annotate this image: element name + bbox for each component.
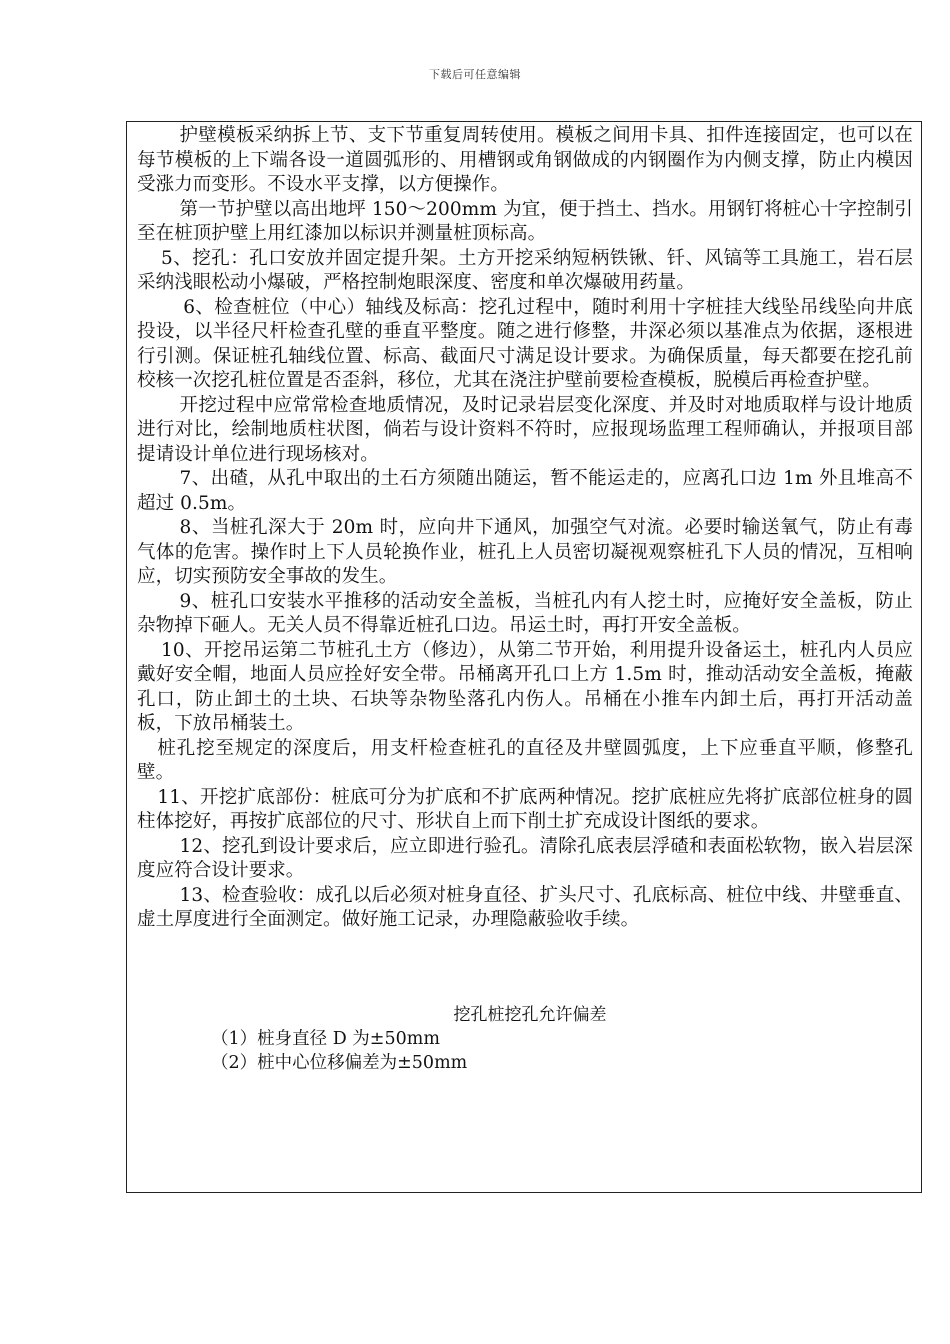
tolerance-item-center-offset: （2）桩中心位移偏差为±50mm — [211, 1052, 468, 1073]
document-body-box — [126, 121, 922, 1193]
paragraph-first-section: 第一节护壁以高出地坪 150～200mm 为宜，便于挡土、挡水。用钢钉将桩心十字控制引至在桩顶护壁上用红漆加以标识并测量桩顶标高。 — [137, 198, 913, 244]
paragraph-step-5-excavation: 5、挖孔：孔口安放并固定提升架。土方开挖采纳短柄铁锹、钎、风镐等工具施工，岩石层采纳浅眼松动小爆破，严格控制炮眼深度、密度和单次爆破用药量。 — [137, 247, 913, 293]
paragraph-step-9-cover-plate: 9、桩孔口安装水平推移的活动安全盖板，当桩孔内有人挖土时，应掩好安全盖板，防止杂物掉下砸人。无关人员不得靠近桩孔口边。吊运土时，再打开安全盖板。 — [137, 590, 913, 636]
paragraph-step-10-second-section: 10、开挖吊运第二节桩孔土方（修边），从第二节开始，利用提升设备运土，桩孔内人员应戴好安全帽，地面人员应拴好安全带。吊桶离开孔口上方 1.5m 时，推动活动安全盖板，掩蔽孔口，防止卸土的土块、石块等杂物坠落孔内伤人。吊桶在小推车内卸土后，再打开活动盖板，下放吊桶装土。 — [137, 639, 913, 734]
page-header-note: 下载后可任意编辑 — [429, 68, 521, 81]
tolerance-item-diameter: （1）桩身直径 D 为±50mm — [211, 1028, 440, 1049]
paragraph-step-7-muck: 7、出碴，从孔中取出的土石方须随出随运，暂不能运走的，应离孔口边 1m 外且堆高不超过 0.5m。 — [137, 468, 913, 514]
paragraph-step-8-ventilation: 8、当桩孔深大于 20m 时，应向井下通风，加强空气对流。必要时输送氧气，防止有毒气体的危害。操作时上下人员轮换作业，桩孔上人员密切凝视观察桩孔下人员的情况，互相响应，切实预防安全事故的发生。 — [137, 517, 913, 587]
paragraph-depth-check: 桩孔挖至规定的深度后，用支杆检查桩孔的直径及井壁圆弧度，上下应垂直平顺，修整孔壁。 — [137, 737, 913, 783]
paragraph-step-6-check-axis: 6、检查桩位（中心）轴线及标高：挖孔过程中，随时利用十字桩挂大线坠吊线坠向井底投设，以半径尺杆检查孔壁的垂直平整度。随之进行修整，井深必须以基准点为依据，逐根进行引测。保证桩孔轴线位置、标高、截面尺寸满足设计要求。为确保质量，每天都要在挖孔前校核一次挖孔桩位置是否歪斜，移位，尤其在浇注护壁前要检查模板，脱模后再检查护壁。 — [137, 296, 913, 391]
paragraph-formwork: 护壁模板采纳拆上节、支下节重复周转使用。模板之间用卡具、扣件连接固定，也可以在每节模板的上下端各设一道圆弧形的、用槽钢或角钢做成的内钢圈作为内侧支撑，防止内模因受涨力而变形。不设水平支撑，以方便操作。 — [137, 125, 913, 195]
paragraph-geology-check: 开挖过程中应常常检查地质情况，及时记录岩层变化深度、并及时对地质取样与设计地质进行对比，绘制地质柱状图，倘若与设计资料不符时，应报现场监理工程师确认，并报项目部提请设计单位进行现场核对。 — [137, 394, 913, 465]
paragraph-step-12-hole-inspection: 12、挖孔到设计要求后，应立即进行验孔。清除孔底表层浮碴和表面松软物，嵌入岩层深度应符合设计要求。 — [137, 835, 913, 881]
paragraph-step-13-acceptance: 13、检查验收：成孔以后必须对桩身直径、扩头尺寸、孔底标高、桩位中线、井壁垂直、虚土厚度进行全面测定。做好施工记录，办理隐蔽验收手续。 — [137, 884, 913, 930]
tolerance-title: 挖孔桩挖孔允许偏差 — [453, 1004, 607, 1025]
paragraph-step-11-enlarged-base: 11、开挖扩底部份：桩底可分为扩底和不扩底两种情况。挖扩底桩应先将扩底部位桩身的圆柱体挖好，再按扩底部位的尺寸、形状自上而下削土扩充成设计图纸的要求。 — [137, 786, 913, 832]
blank-spacer — [137, 933, 913, 1003]
